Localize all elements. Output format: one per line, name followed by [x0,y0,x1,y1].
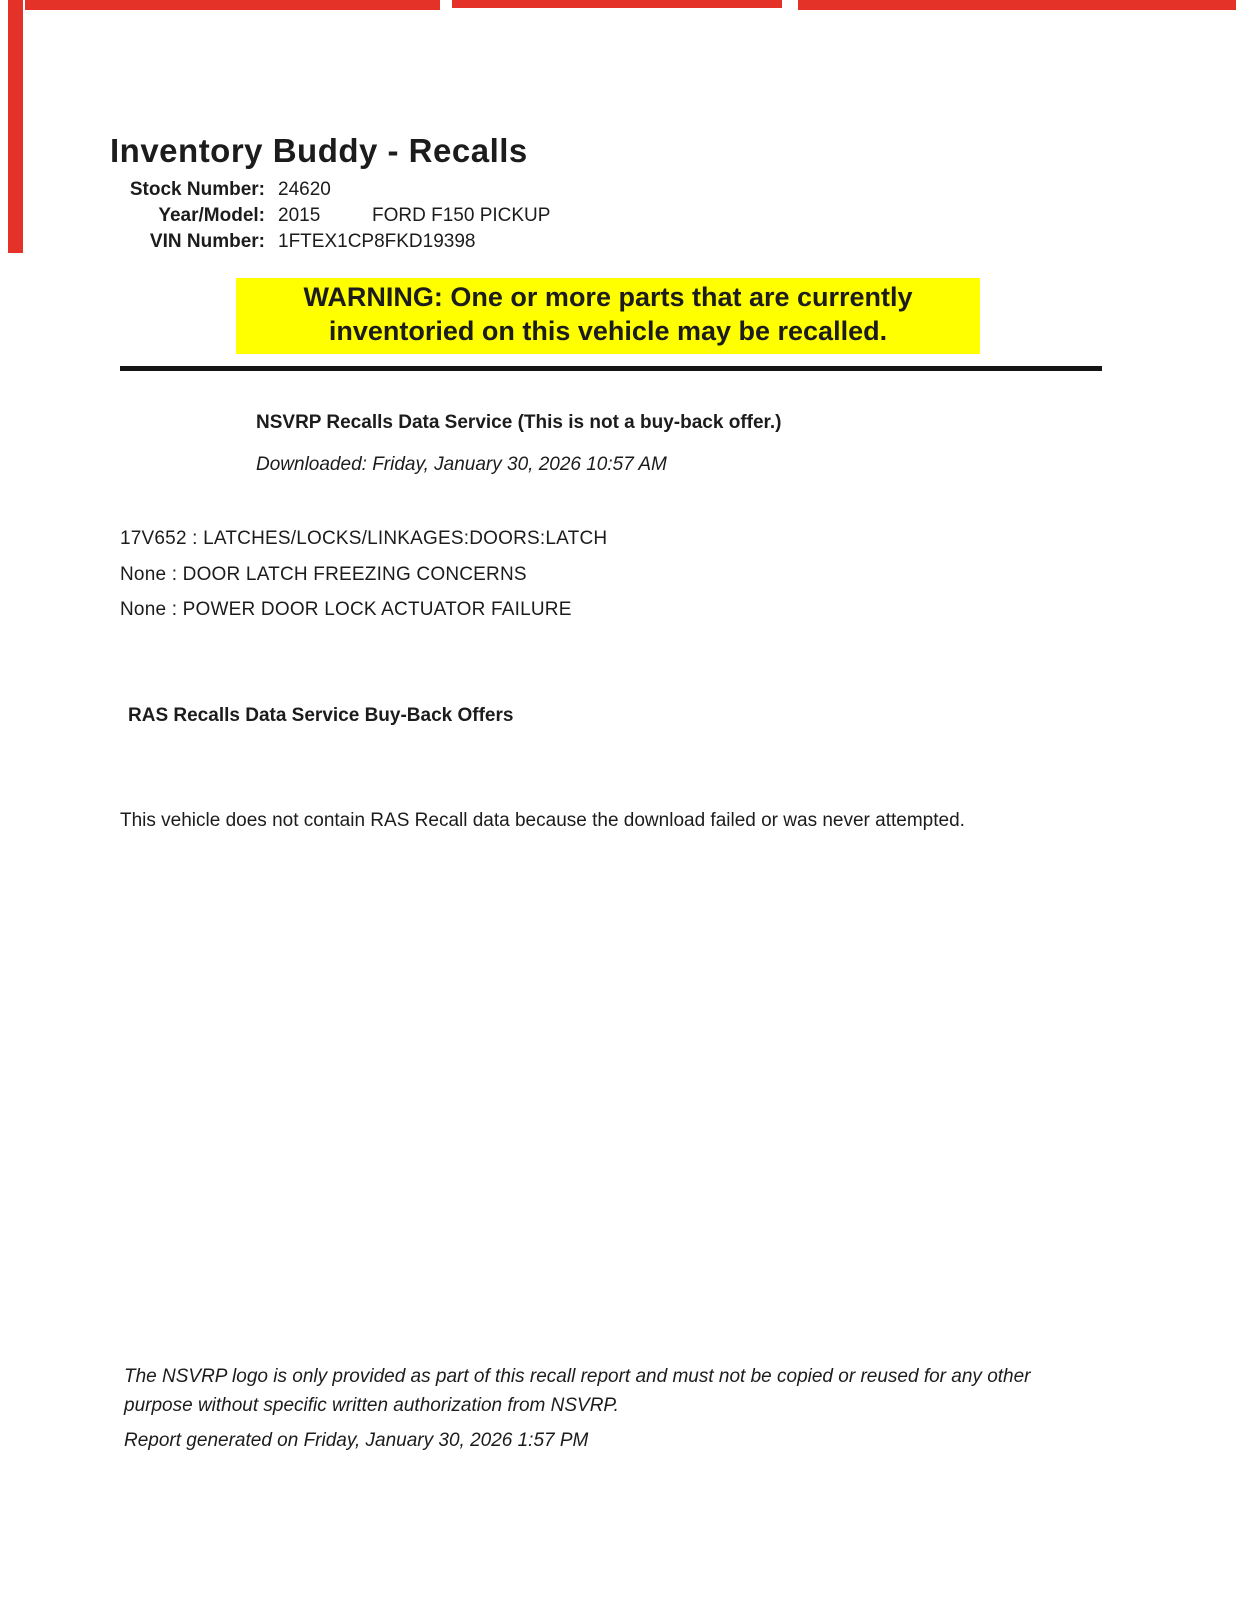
divider-rule [120,366,1102,371]
ras-section-heading: RAS Recalls Data Service Buy-Back Offers [128,705,514,726]
field-row-year-model [0,203,550,229]
report-generated-timestamp: Report generated on Friday, January 30, 2026 1:57 PM [124,1430,589,1451]
footer-disclaimer: The NSVRP logo is only provided as part of this recall report and must not be copied or reused for any other purpose without specific written authorization from NSVRP. [124,1366,1031,1416]
scan-artifact-top-2 [452,0,782,8]
model-value: FORD F150 PICKUP [372,205,551,226]
field-row-stock-number [0,177,358,203]
recall-item: None : DOOR LATCH FREEZING CONCERNS [120,564,527,585]
ras-status-message: This vehicle does not contain RAS Recall data because the download failed or was never attempted. [120,810,965,831]
recall-item: 17V652 : LATCHES/LOCKS/LINKAGES:DOORS:LATCH [120,528,608,549]
year-model-label: Year/Model: [158,205,265,226]
stock-number-value: 24620 [278,179,331,200]
stock-number-label: Stock Number: [129,179,265,200]
vin-number-label: VIN Number: [149,231,265,252]
year-value: 2015 [278,205,321,226]
recall-warning-banner: WARNING: One or more parts that are currently inventoried on this vehicle may be recalled. [236,278,980,354]
scan-artifact-top-1 [25,0,440,10]
nsvrp-section-heading: NSVRP Recalls Data Service (This is not a buy-back offer.) [256,412,782,433]
vin-number-value: 1FTEX1CP8FKD19398 [278,231,476,252]
downloaded-timestamp: Downloaded: Friday, January 30, 2026 10:57 AM [256,454,667,475]
page-title: Inventory Buddy - Recalls [110,132,528,169]
recall-item: None : POWER DOOR LOCK ACTUATOR FAILURE [120,599,572,620]
field-row-vin-number [0,229,476,255]
scan-artifact-top-3 [798,0,1236,10]
